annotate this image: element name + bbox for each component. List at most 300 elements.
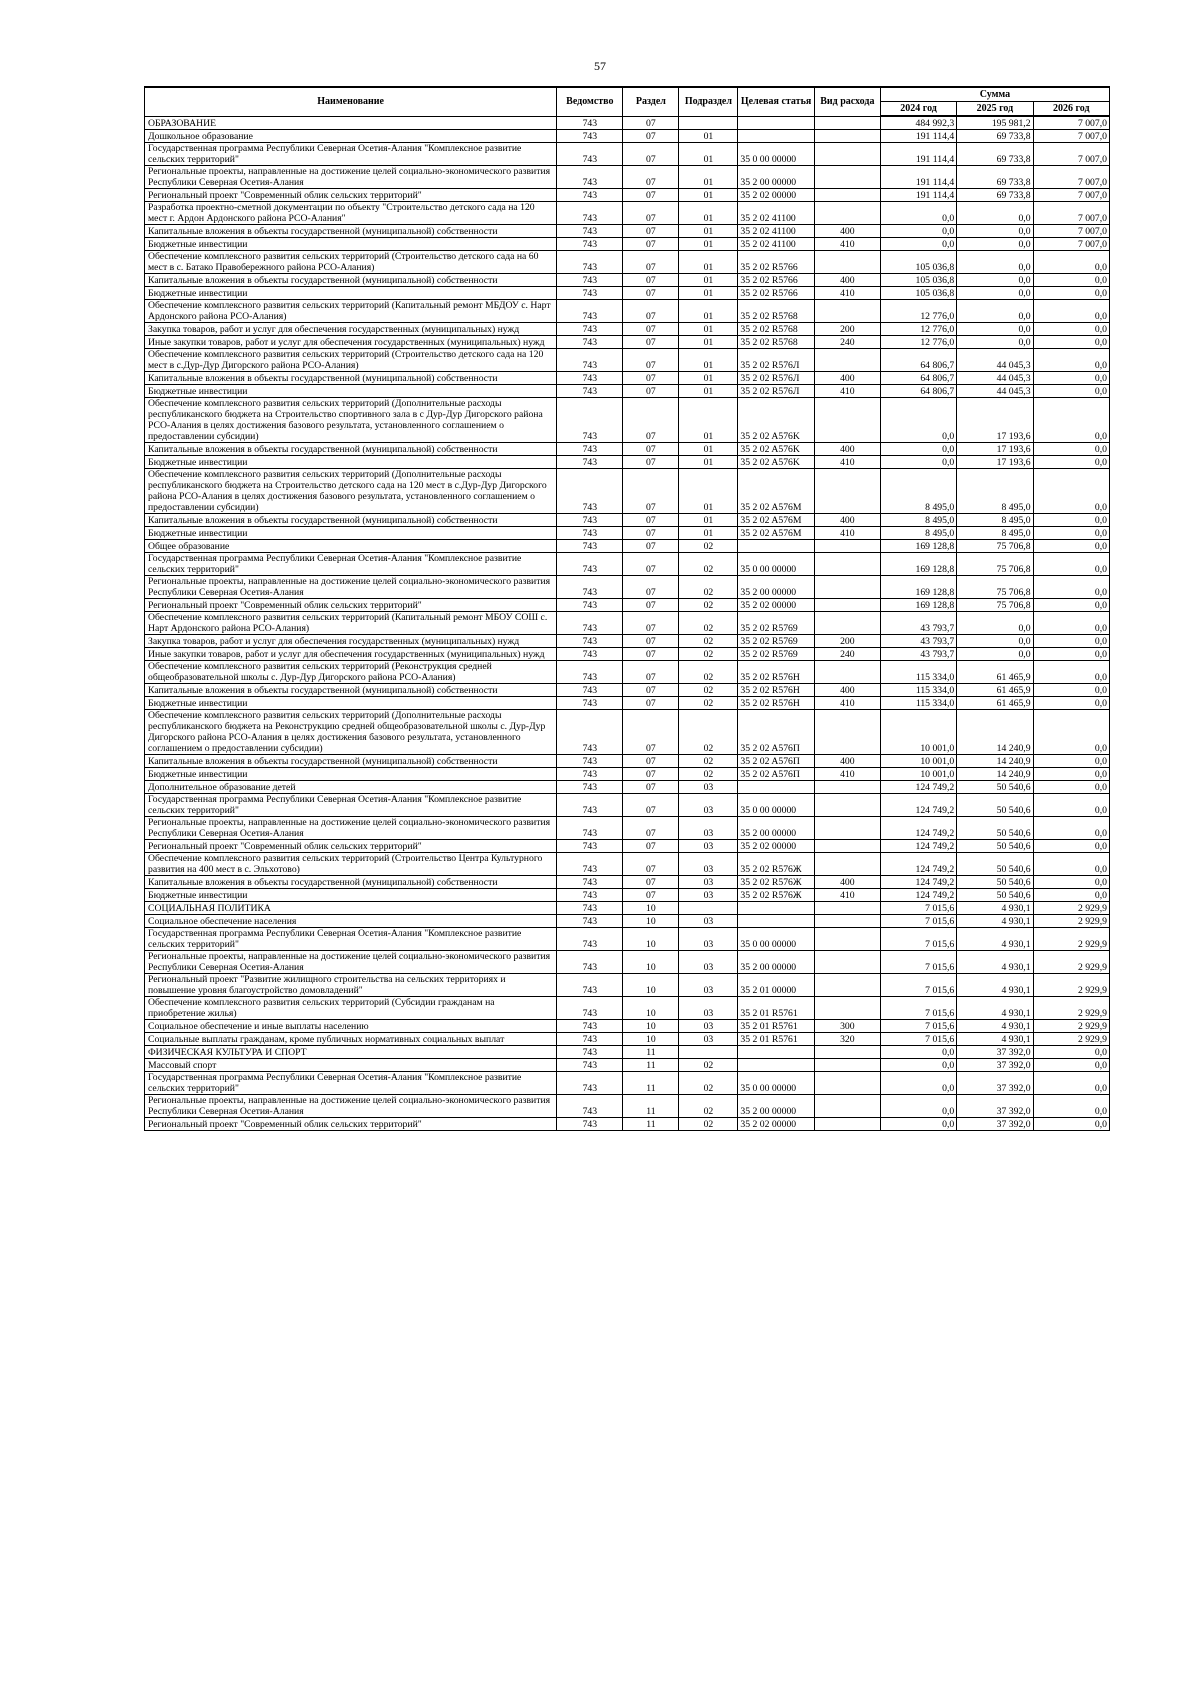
table-row [145, 755, 1110, 768]
cell-name: Капитальные вложения в объекты государственной (муниципальной) собственности [145, 443, 557, 456]
cell-2024: 7 015,6 [880, 928, 956, 951]
cell-name: Обеспечение комплексного развития сельских территорий (Реконструкция средней общеобразовательной школы с. Дур-Дур Дигорского района РСО-Алания) [145, 661, 557, 684]
cell-2024: 169 128,8 [880, 576, 956, 599]
cell-vedomstvo: 743 [557, 853, 623, 876]
cell-2024: 43 793,7 [880, 648, 956, 661]
cell-podrazdel: 01 [679, 202, 738, 225]
cell-2024: 7 015,6 [880, 974, 956, 997]
cell-target: 35 0 00 00000 [738, 794, 814, 817]
cell-vedomstvo: 743 [557, 876, 623, 889]
cell-vid [814, 599, 880, 612]
cell-vid [814, 928, 880, 951]
cell-2026: 0,0 [1033, 514, 1109, 527]
cell-2025: 50 540,6 [957, 889, 1033, 902]
cell-podrazdel: 01 [679, 514, 738, 527]
cell-name: СОЦИАЛЬНАЯ ПОЛИТИКА [145, 902, 557, 915]
cell-podrazdel: 02 [679, 661, 738, 684]
cell-2025: 0,0 [957, 648, 1033, 661]
cell-name: Региональные проекты, направленные на достижение целей социально-экономического развития Республики Северная Осетия-Алания [145, 817, 557, 840]
cell-name: Капитальные вложения в объекты государственной (муниципальной) собственности [145, 372, 557, 385]
cell-target: 35 0 00 00000 [738, 553, 814, 576]
cell-podrazdel: 02 [679, 710, 738, 755]
header-summa: Сумма [880, 87, 1109, 102]
cell-vedomstvo: 743 [557, 794, 623, 817]
cell-name: Бюджетные инвестиции [145, 527, 557, 540]
cell-vid [814, 1095, 880, 1118]
cell-2026: 7 007,0 [1033, 202, 1109, 225]
cell-vedomstvo: 743 [557, 189, 623, 202]
cell-2026: 0,0 [1033, 661, 1109, 684]
cell-vid [814, 398, 880, 443]
cell-vid: 410 [814, 697, 880, 710]
cell-2025: 37 392,0 [957, 1095, 1033, 1118]
cell-target: 35 2 02 A576П [738, 768, 814, 781]
cell-2025: 37 392,0 [957, 1072, 1033, 1095]
cell-2026: 0,0 [1033, 684, 1109, 697]
cell-target: 35 2 00 00000 [738, 1095, 814, 1118]
cell-target: 35 2 02 R576Ж [738, 853, 814, 876]
cell-2026: 2 929,9 [1033, 928, 1109, 951]
cell-podrazdel: 01 [679, 385, 738, 398]
cell-name: Государственная программа Республики Северная Осетия-Алания "Комплексное развитие сельских территорий" [145, 928, 557, 951]
cell-podrazdel: 01 [679, 251, 738, 274]
cell-name: Обеспечение комплексного развития сельских территорий (Капитальный ремонт МБОУ СОШ с. Нарт Ардонского района РСО-Алания) [145, 612, 557, 635]
cell-2026: 0,0 [1033, 540, 1109, 553]
cell-2026: 2 929,9 [1033, 951, 1109, 974]
cell-2026: 0,0 [1033, 1059, 1109, 1072]
cell-vid [814, 915, 880, 928]
cell-target: 35 2 02 A576K [738, 443, 814, 456]
cell-podrazdel: 03 [679, 1020, 738, 1033]
cell-podrazdel: 03 [679, 781, 738, 794]
cell-vid [814, 1118, 880, 1131]
table-row [145, 612, 1110, 635]
cell-2024: 7 015,6 [880, 902, 956, 915]
cell-target: 35 2 02 R5768 [738, 300, 814, 323]
cell-vid [814, 902, 880, 915]
cell-name: Региональные проекты, направленные на достижение целей социально-экономического развития Республики Северная Осетия-Алания [145, 951, 557, 974]
cell-vedomstvo: 743 [557, 997, 623, 1020]
cell-2024: 7 015,6 [880, 915, 956, 928]
cell-2024: 169 128,8 [880, 599, 956, 612]
cell-razdel: 07 [623, 817, 679, 840]
cell-name: Обеспечение комплексного развития сельских территорий (Субсидии гражданам на приобретение жилья) [145, 997, 557, 1020]
cell-2024: 124 749,2 [880, 794, 956, 817]
cell-vid [814, 116, 880, 130]
cell-2025: 50 540,6 [957, 876, 1033, 889]
cell-2026: 0,0 [1033, 768, 1109, 781]
page-number: 57 [594, 59, 606, 73]
cell-2025: 50 540,6 [957, 817, 1033, 840]
cell-2024: 64 806,7 [880, 349, 956, 372]
cell-2025: 61 465,9 [957, 661, 1033, 684]
cell-podrazdel: 03 [679, 817, 738, 840]
cell-podrazdel: 02 [679, 540, 738, 553]
cell-target: 35 2 00 00000 [738, 166, 814, 189]
cell-vedomstvo: 743 [557, 612, 623, 635]
cell-name: Разработка проектно-сметной документации по объекту "Строительство детского сада на 120 мест г. Ардон Ардонского района РСО-Алания" [145, 202, 557, 225]
cell-vedomstvo: 743 [557, 553, 623, 576]
cell-target: 35 2 02 R576Н [738, 697, 814, 710]
cell-podrazdel: 03 [679, 974, 738, 997]
cell-2025: 17 193,6 [957, 456, 1033, 469]
cell-razdel: 10 [623, 915, 679, 928]
cell-vid: 400 [814, 876, 880, 889]
cell-podrazdel: 02 [679, 635, 738, 648]
table-header-row [145, 87, 1110, 102]
cell-2025: 4 930,1 [957, 951, 1033, 974]
cell-vid: 320 [814, 1033, 880, 1046]
cell-vedomstvo: 743 [557, 974, 623, 997]
cell-razdel: 07 [623, 130, 679, 143]
cell-vid: 400 [814, 443, 880, 456]
cell-vid: 400 [814, 684, 880, 697]
table-row [145, 1072, 1110, 1095]
cell-target: 35 0 00 00000 [738, 928, 814, 951]
cell-vedomstvo: 743 [557, 143, 623, 166]
cell-2024: 7 015,6 [880, 997, 956, 1020]
cell-razdel: 07 [623, 274, 679, 287]
cell-2025: 75 706,8 [957, 540, 1033, 553]
cell-2024: 7 015,6 [880, 951, 956, 974]
cell-vid: 300 [814, 1020, 880, 1033]
cell-podrazdel: 03 [679, 794, 738, 817]
cell-2024: 484 992,3 [880, 116, 956, 130]
cell-vid [814, 974, 880, 997]
cell-name: Капитальные вложения в объекты государственной (муниципальной) собственности [145, 225, 557, 238]
cell-razdel: 07 [623, 251, 679, 274]
table-row [145, 928, 1110, 951]
cell-podrazdel: 01 [679, 372, 738, 385]
table-row [145, 661, 1110, 684]
cell-2026: 0,0 [1033, 1072, 1109, 1095]
cell-2026: 0,0 [1033, 635, 1109, 648]
cell-target [738, 130, 814, 143]
cell-2026: 2 929,9 [1033, 974, 1109, 997]
cell-target: 35 2 01 R5761 [738, 997, 814, 1020]
cell-target: 35 2 02 R576Н [738, 684, 814, 697]
cell-razdel: 07 [623, 456, 679, 469]
cell-podrazdel: 02 [679, 1095, 738, 1118]
table-row [145, 287, 1110, 300]
cell-2025: 195 981,2 [957, 116, 1033, 130]
cell-target: 35 2 02 R576Л [738, 372, 814, 385]
table-row [145, 1118, 1110, 1131]
cell-2024: 10 001,0 [880, 710, 956, 755]
table-row [145, 1059, 1110, 1072]
header-2026: 2026 год [1033, 102, 1109, 117]
cell-vid [814, 781, 880, 794]
cell-target: 35 2 02 A576K [738, 456, 814, 469]
cell-target [738, 540, 814, 553]
cell-razdel: 07 [623, 166, 679, 189]
cell-target: 35 2 02 R576Ж [738, 889, 814, 902]
cell-razdel: 07 [623, 840, 679, 853]
cell-2026: 0,0 [1033, 336, 1109, 349]
cell-razdel: 07 [623, 443, 679, 456]
cell-vid: 410 [814, 238, 880, 251]
cell-razdel: 07 [623, 768, 679, 781]
table-row [145, 225, 1110, 238]
cell-podrazdel: 02 [679, 684, 738, 697]
cell-2025: 8 495,0 [957, 527, 1033, 540]
cell-vedomstvo: 743 [557, 661, 623, 684]
cell-vid [814, 166, 880, 189]
cell-2025: 44 045,3 [957, 349, 1033, 372]
cell-2025: 0,0 [957, 612, 1033, 635]
cell-podrazdel: 03 [679, 840, 738, 853]
cell-razdel: 07 [623, 612, 679, 635]
cell-target: 35 2 02 A576П [738, 755, 814, 768]
cell-vid: 400 [814, 514, 880, 527]
cell-name: Государственная программа Республики Северная Осетия-Алания "Комплексное развитие сельских территорий" [145, 553, 557, 576]
cell-vid: 400 [814, 274, 880, 287]
cell-podrazdel: 01 [679, 238, 738, 251]
cell-2025: 0,0 [957, 274, 1033, 287]
cell-vedomstvo: 743 [557, 225, 623, 238]
cell-vid [814, 251, 880, 274]
cell-vedomstvo: 743 [557, 251, 623, 274]
cell-podrazdel: 03 [679, 876, 738, 889]
cell-2024: 124 749,2 [880, 817, 956, 840]
cell-target: 35 2 02 R576Ж [738, 876, 814, 889]
cell-podrazdel: 02 [679, 576, 738, 599]
cell-2025: 0,0 [957, 300, 1033, 323]
cell-2026: 0,0 [1033, 398, 1109, 443]
cell-name: Социальное обеспечение населения [145, 915, 557, 928]
cell-vid: 400 [814, 225, 880, 238]
cell-2025: 44 045,3 [957, 385, 1033, 398]
cell-name: Региональный проект "Современный облик сельских территорий" [145, 599, 557, 612]
table-row [145, 576, 1110, 599]
cell-name: Массовый спорт [145, 1059, 557, 1072]
cell-vid: 240 [814, 648, 880, 661]
cell-vid: 400 [814, 372, 880, 385]
cell-vedomstvo: 743 [557, 238, 623, 251]
cell-2024: 105 036,8 [880, 287, 956, 300]
cell-2026: 2 929,9 [1033, 1020, 1109, 1033]
cell-2026: 0,0 [1033, 612, 1109, 635]
cell-vid [814, 794, 880, 817]
cell-2025: 75 706,8 [957, 553, 1033, 576]
cell-2024: 0,0 [880, 202, 956, 225]
cell-2025: 4 930,1 [957, 1020, 1033, 1033]
cell-2025: 17 193,6 [957, 398, 1033, 443]
cell-2024: 8 495,0 [880, 469, 956, 514]
header-target: Целевая статья [738, 87, 814, 116]
table-row [145, 238, 1110, 251]
header-vedomstvo: Ведомство [557, 87, 623, 116]
cell-2026: 0,0 [1033, 710, 1109, 755]
cell-2026: 0,0 [1033, 576, 1109, 599]
cell-2024: 105 036,8 [880, 274, 956, 287]
cell-2025: 0,0 [957, 202, 1033, 225]
cell-razdel: 07 [623, 710, 679, 755]
cell-vid: 240 [814, 336, 880, 349]
cell-target [738, 781, 814, 794]
cell-name: Государственная программа Республики Северная Осетия-Алания "Комплексное развитие сельских территорий" [145, 143, 557, 166]
cell-target: 35 2 02 41100 [738, 225, 814, 238]
cell-target: 35 0 00 00000 [738, 143, 814, 166]
cell-vedomstvo: 743 [557, 385, 623, 398]
cell-2024: 115 334,0 [880, 684, 956, 697]
cell-name: Социальное обеспечение и иные выплаты населению [145, 1020, 557, 1033]
cell-vedomstvo: 743 [557, 928, 623, 951]
table-row [145, 116, 1110, 130]
cell-target: 35 2 01 R5761 [738, 1020, 814, 1033]
table-row [145, 840, 1110, 853]
table-row [145, 853, 1110, 876]
cell-2024: 12 776,0 [880, 323, 956, 336]
cell-target: 35 2 02 00000 [738, 1118, 814, 1131]
cell-name: Региональный проект "Развитие жилищного строительства на сельских территориях и повышение уровня благоустройство домовладений" [145, 974, 557, 997]
cell-podrazdel: 03 [679, 951, 738, 974]
table-row [145, 456, 1110, 469]
table-row [145, 781, 1110, 794]
cell-vedomstvo: 743 [557, 1118, 623, 1131]
cell-vid [814, 1046, 880, 1059]
cell-2026: 0,0 [1033, 781, 1109, 794]
cell-2026: 7 007,0 [1033, 225, 1109, 238]
cell-vedomstvo: 743 [557, 781, 623, 794]
cell-2026: 0,0 [1033, 372, 1109, 385]
cell-podrazdel: 02 [679, 1072, 738, 1095]
cell-name: Бюджетные инвестиции [145, 889, 557, 902]
table-row [145, 794, 1110, 817]
cell-vedomstvo: 743 [557, 840, 623, 853]
cell-target: 35 2 02 41100 [738, 202, 814, 225]
cell-razdel: 10 [623, 951, 679, 974]
cell-2026: 2 929,9 [1033, 1033, 1109, 1046]
cell-2025: 50 540,6 [957, 781, 1033, 794]
cell-name: Региональные проекты, направленные на достижение целей социально-экономического развития Республики Северная Осетия-Алания [145, 1095, 557, 1118]
cell-podrazdel: 01 [679, 143, 738, 166]
cell-2026: 0,0 [1033, 349, 1109, 372]
cell-name: Региональные проекты, направленные на достижение целей социально-экономического развития Республики Северная Осетия-Алания [145, 576, 557, 599]
cell-target: 35 0 00 00000 [738, 1072, 814, 1095]
table-row [145, 974, 1110, 997]
cell-2024: 115 334,0 [880, 661, 956, 684]
cell-target: 35 2 02 R5769 [738, 648, 814, 661]
cell-podrazdel: 01 [679, 443, 738, 456]
cell-target: 35 2 02 R5769 [738, 635, 814, 648]
cell-2024: 8 495,0 [880, 527, 956, 540]
cell-razdel: 07 [623, 189, 679, 202]
cell-2025: 75 706,8 [957, 576, 1033, 599]
cell-vedomstvo: 743 [557, 1020, 623, 1033]
cell-razdel: 07 [623, 697, 679, 710]
cell-2024: 124 749,2 [880, 853, 956, 876]
table-row [145, 323, 1110, 336]
cell-2024: 191 114,4 [880, 143, 956, 166]
cell-2024: 169 128,8 [880, 553, 956, 576]
cell-podrazdel: 03 [679, 997, 738, 1020]
cell-2025: 69 733,8 [957, 189, 1033, 202]
cell-2024: 191 114,4 [880, 166, 956, 189]
cell-vedomstvo: 743 [557, 323, 623, 336]
cell-2024: 7 015,6 [880, 1020, 956, 1033]
cell-target: 35 2 02 41100 [738, 238, 814, 251]
cell-razdel: 07 [623, 527, 679, 540]
cell-vedomstvo: 743 [557, 684, 623, 697]
table-row [145, 274, 1110, 287]
cell-vedomstvo: 743 [557, 1059, 623, 1072]
cell-razdel: 07 [623, 684, 679, 697]
cell-2025: 37 392,0 [957, 1118, 1033, 1131]
table-row [145, 553, 1110, 576]
cell-name: Бюджетные инвестиции [145, 697, 557, 710]
cell-vedomstvo: 743 [557, 456, 623, 469]
cell-2025: 4 930,1 [957, 974, 1033, 997]
table-row [145, 902, 1110, 915]
cell-name: ОБРАЗОВАНИЕ [145, 116, 557, 130]
cell-razdel: 07 [623, 143, 679, 166]
cell-target [738, 1059, 814, 1072]
cell-2026: 0,0 [1033, 889, 1109, 902]
table-row [145, 951, 1110, 974]
cell-2024: 124 749,2 [880, 876, 956, 889]
cell-vedomstvo: 743 [557, 274, 623, 287]
cell-2026: 0,0 [1033, 876, 1109, 889]
header-podrazdel: Подраздел [679, 87, 738, 116]
cell-2026: 0,0 [1033, 287, 1109, 300]
cell-vid [814, 576, 880, 599]
cell-podrazdel: 01 [679, 166, 738, 189]
cell-target: 35 2 01 R5761 [738, 1033, 814, 1046]
cell-vid [814, 853, 880, 876]
cell-vedomstvo: 743 [557, 514, 623, 527]
cell-name: Государственная программа Республики Северная Осетия-Алания "Комплексное развитие сельских территорий" [145, 794, 557, 817]
cell-2026: 0,0 [1033, 323, 1109, 336]
cell-target [738, 902, 814, 915]
cell-2026: 7 007,0 [1033, 116, 1109, 130]
table-row [145, 635, 1110, 648]
cell-vedomstvo: 743 [557, 202, 623, 225]
table-row [145, 599, 1110, 612]
cell-vid [814, 202, 880, 225]
cell-podrazdel [679, 1046, 738, 1059]
cell-razdel: 10 [623, 1033, 679, 1046]
cell-2025: 8 495,0 [957, 469, 1033, 514]
cell-target: 35 2 00 00000 [738, 951, 814, 974]
cell-vedomstvo: 743 [557, 1033, 623, 1046]
cell-2025: 0,0 [957, 323, 1033, 336]
cell-2025: 0,0 [957, 287, 1033, 300]
cell-razdel: 07 [623, 599, 679, 612]
cell-vedomstvo: 743 [557, 130, 623, 143]
cell-podrazdel: 03 [679, 915, 738, 928]
table-row [145, 527, 1110, 540]
cell-podrazdel: 02 [679, 755, 738, 768]
cell-name: Дополнительное образование детей [145, 781, 557, 794]
cell-razdel: 07 [623, 876, 679, 889]
cell-2024: 12 776,0 [880, 336, 956, 349]
cell-podrazdel: 01 [679, 469, 738, 514]
cell-target: 35 2 02 R576Л [738, 385, 814, 398]
table-row [145, 915, 1110, 928]
cell-2025: 61 465,9 [957, 684, 1033, 697]
cell-razdel: 07 [623, 794, 679, 817]
cell-name: Капитальные вложения в объекты государственной (муниципальной) собственности [145, 514, 557, 527]
cell-podrazdel: 01 [679, 225, 738, 238]
cell-2025: 4 930,1 [957, 928, 1033, 951]
cell-name: Обеспечение комплексного развития сельских территорий (Капитальный ремонт МБДОУ с. Нарт Ардонского района РСО-Алания) [145, 300, 557, 323]
table-row [145, 876, 1110, 889]
cell-target: 35 2 02 R5766 [738, 287, 814, 300]
cell-2026: 0,0 [1033, 1118, 1109, 1131]
cell-name: Закупка товаров, работ и услуг для обеспечения государственных (муниципальных) нужд [145, 323, 557, 336]
cell-2025: 0,0 [957, 251, 1033, 274]
